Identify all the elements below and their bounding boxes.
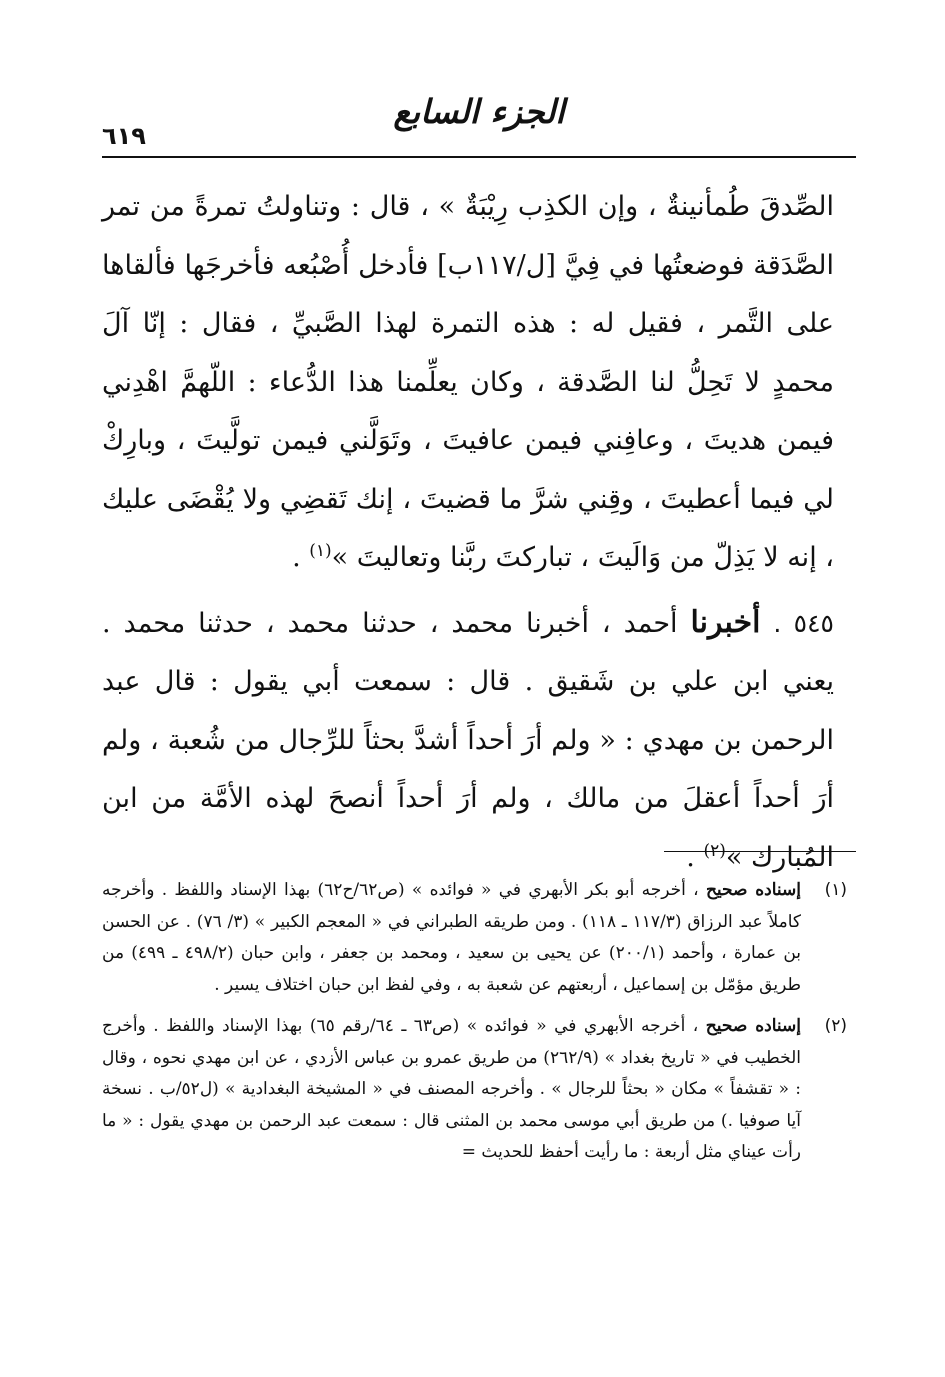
hadith-number: ٥٤٥ .	[773, 608, 834, 638]
main-text	[102, 178, 834, 887]
paragraph-1-text: الصِّدقَ طُمأنينةٌ ، وإن الكذِب رِيْبَةٌ » ، قال : وتناولتُ تمرةً من تمر الصَّدَقة فوضعتُها في فِيَّ [ل/١١٧ب] فأدخل أُصْبُعه فأخرجَها فألقاها على التَّمر ، فقيل له : هذه التمرة لهذا الصَّبيِّ ، فقال : إنّا آلَ محمدٍ لا تَحِلُّ لنا الصَّدقة ، وكان يعلِّمنا هذا الدُّعاء : اللّهمَّ اهْدِني فيمن هديتَ ، وعافِني فيمن عافيتَ ، وتَوَلَّني فيمن تولَّيتَ ، وبارِكْ لي فيما أعطيتَ ، وقِني شرَّ ما قضيتَ ، إنك تَقضِي ولا يُقْضَى عليك ، إنه لا يَذِلّ من وَالَيتَ ، تباركتَ ربَّنا وتعاليتَ »	[102, 191, 834, 573]
hadith-lead-word: أخبرنا	[690, 604, 761, 640]
footnote-grade: إسناده صحيح	[705, 1016, 802, 1036]
footnote-grade: إسناده صحيح	[705, 880, 802, 900]
footnotes	[102, 875, 847, 1179]
footnote-number: (٢)	[824, 1016, 847, 1036]
paragraph-2	[102, 594, 834, 888]
footnote-ref-2: (٢)	[703, 840, 726, 861]
paragraph-2-end: .	[686, 841, 704, 873]
footnote-number: (١)	[824, 880, 847, 900]
header-rule	[102, 156, 856, 158]
footnote-ref-1: (١)	[309, 541, 332, 561]
footnote-text: ، أخرجه أبو بكر الأبهري في « فوائده » (ص٦٢/ح٦٢) بهذا الإسناد واللفظ . وأخرجه كاملاً عبد الرزاق (١١٧/٣ ـ ١١٨) . ومن طريقه الطبراني في « المعجم الكبير » (٣/ ٧٦) . عن الحسن بن عمارة ، وأحمد (٢٠٠/١) عن يحيى بن سعيد ، ومحمد بن جعفر ، وابن حبان (٤٩٨/٢ ـ ٤٩٩) من طريق مؤمّل بن إسماعيل ، أربعتهم عن شعبة به ، وفي لفظ ابن حبان اختلاف يسير .	[102, 880, 802, 995]
footnote-1	[102, 875, 847, 1001]
paragraph-2-text: أحمد ، أخبرنا محمد ، حدثنا محمد ، حدثنا محمد . يعني ابن علي بن شَقيق . قال : سمعت أبي يقول : قال عبد الرحمن بن مهدي : « ولم أرَ أحداً أشدَّ بحثاً للرِّجال من شُعبة ، ولم أرَ أحداً أعقلَ من مالك ، ولم أرَ أحداً أنصحَ لهذه الأمَّة من ابن المُبارك »	[102, 607, 834, 873]
footnote-text: ، أخرجه الأبهري في « فوائده » (ص٦٣ ـ ٦٤/رقم ٦٥) بهذا الإسناد واللفظ . وأخرج الخطيب في « تاريخ بغداد » (٢٦٢/٩) من طريق عمرو بن عباس الأزدي ، عن ابن مهدي نحوه ، وقال : « تقشفاً » مكان « بحثاً للرجال » . وأخرجه المصنف في « المشيخة البغدادية » (ل٥٢/ب . نسخة آيا صوفيا .) من طريق أبي موسى محمد بن المثنى قال : سمعت عبد الرحمن بن مهدي يقول : « ما رأت عيناي مثل أربعة : ما رأيت أحفظ للحديث =	[102, 1016, 802, 1162]
paragraph-1	[102, 178, 834, 588]
running-title: الجزء السابع	[393, 92, 565, 131]
page-number: ٦١٩	[102, 122, 146, 150]
footnote-separator	[664, 851, 856, 852]
footnote-2	[102, 1011, 847, 1169]
paragraph-1-end: .	[292, 542, 310, 573]
page-header	[102, 92, 856, 156]
